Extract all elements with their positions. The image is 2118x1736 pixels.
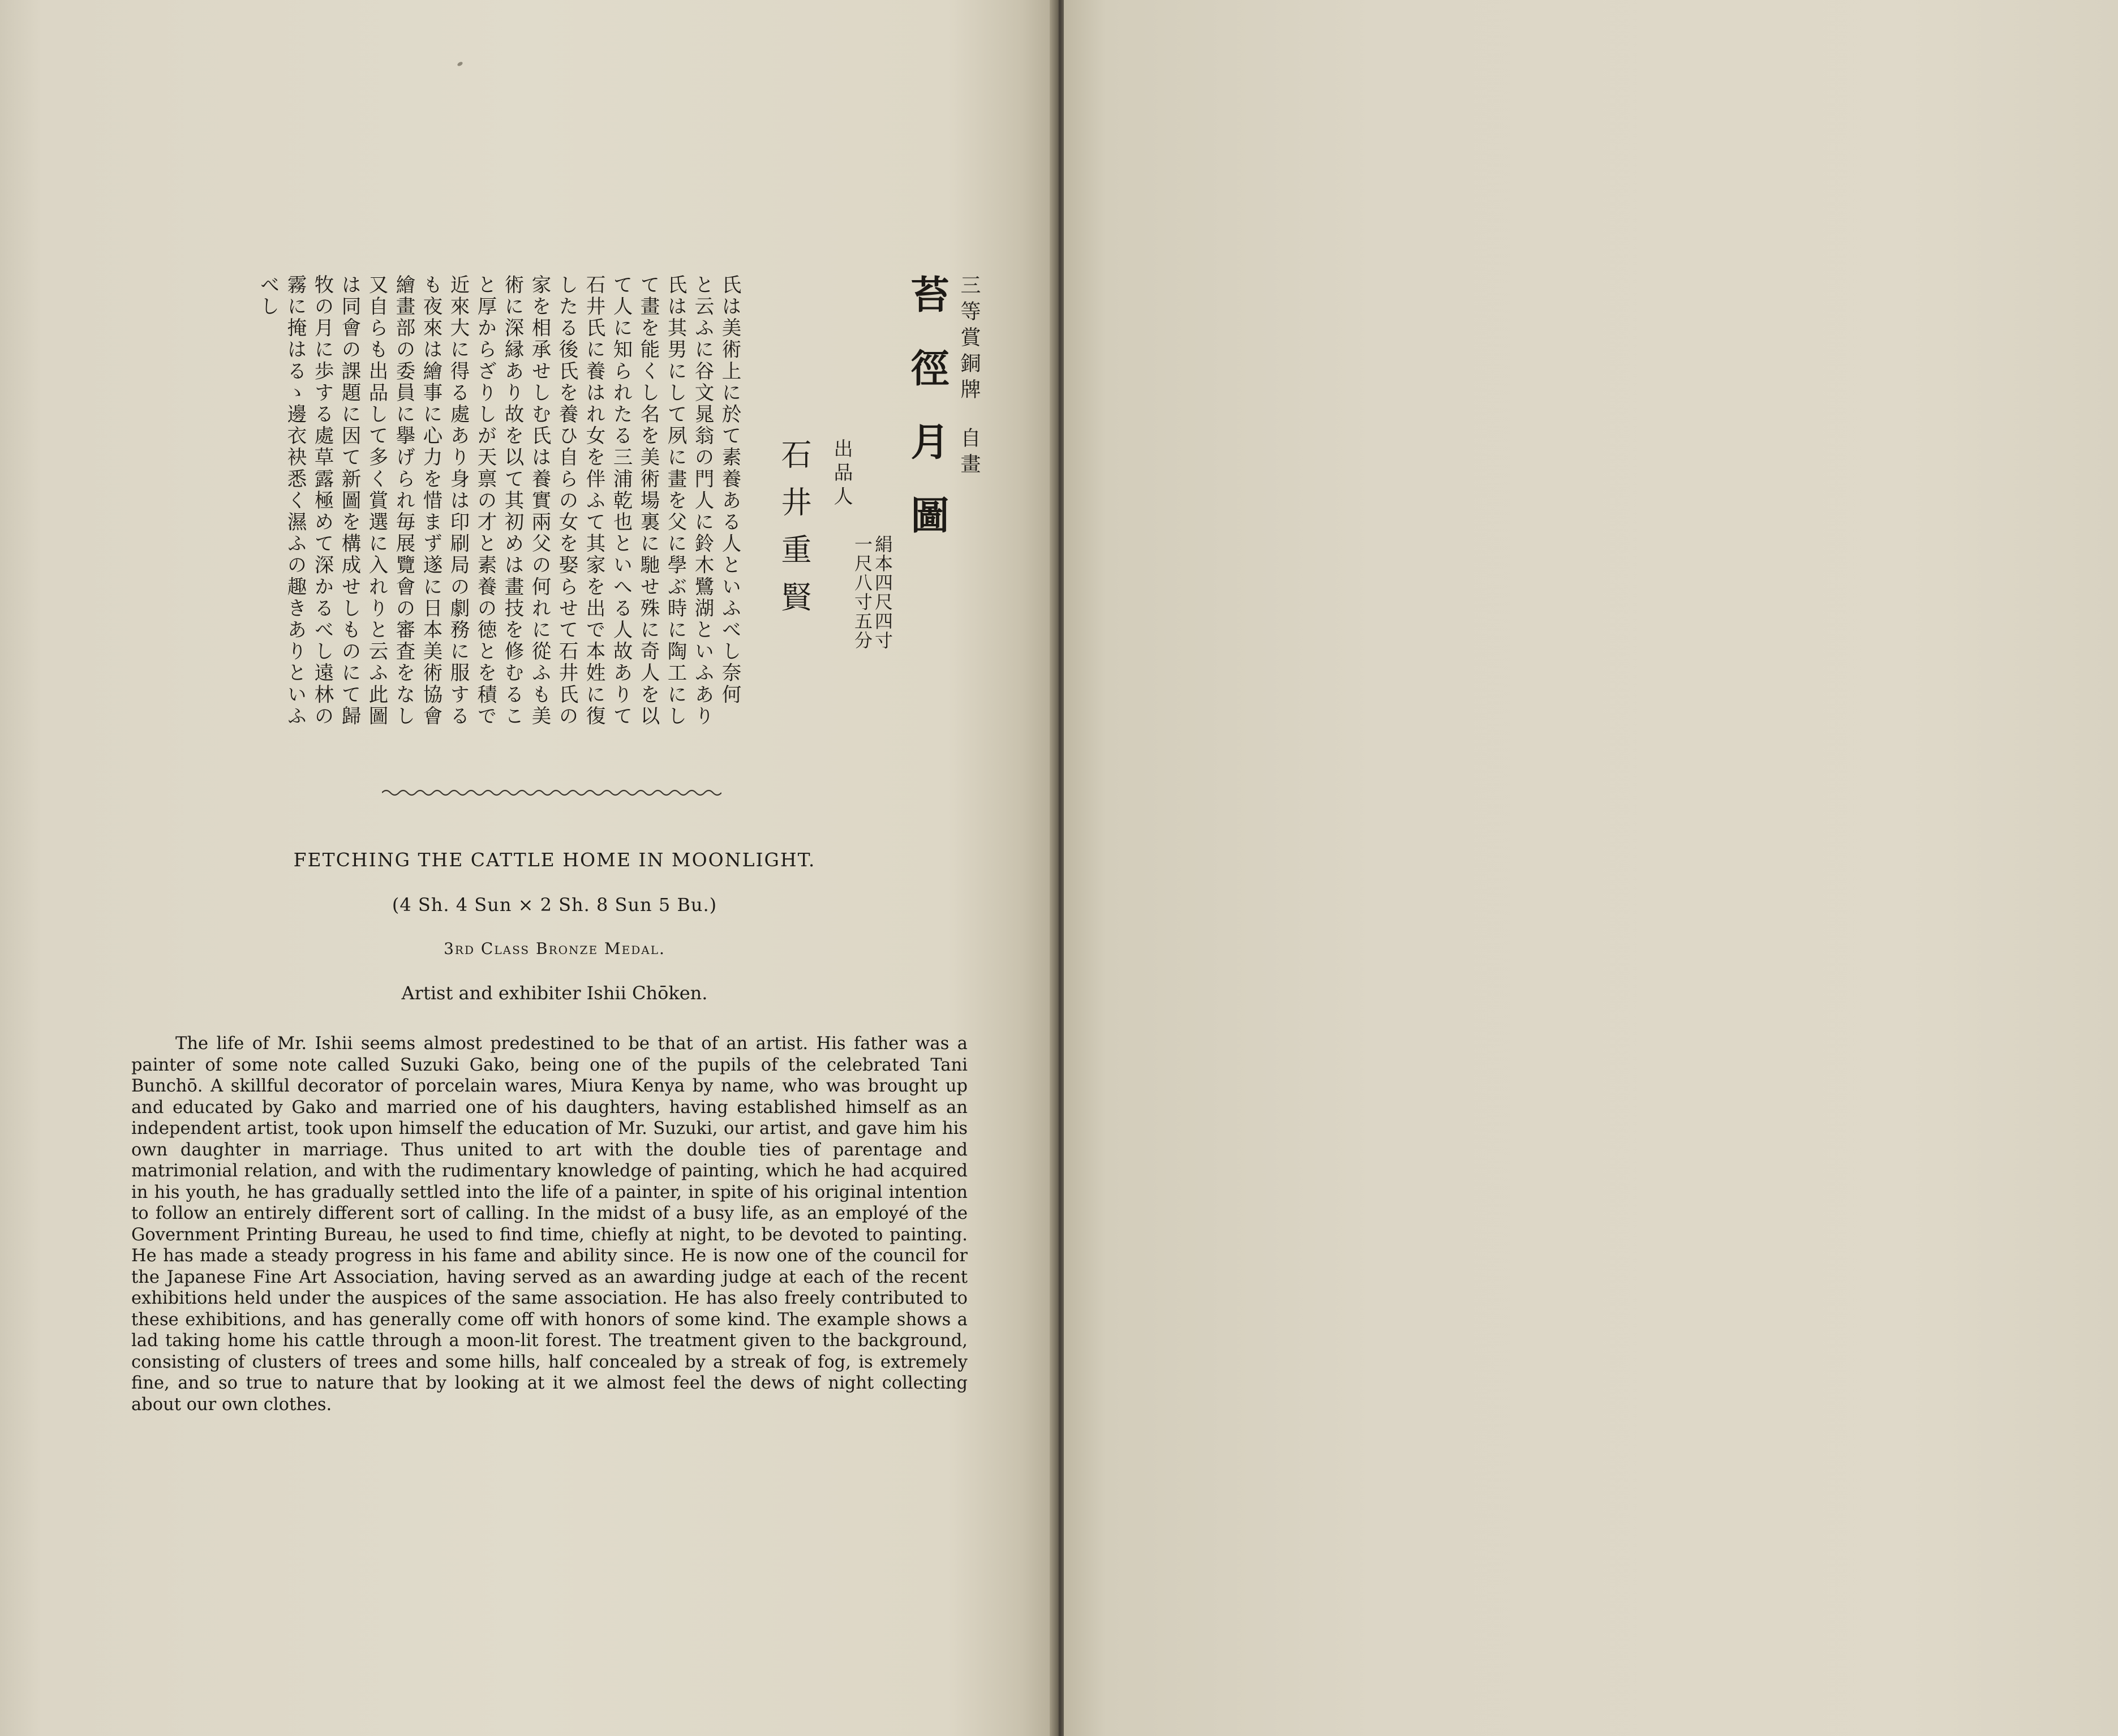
- body-line: したる後氏を養ひ自らの女を娶らせて石井氏の: [555, 274, 578, 728]
- role-label: 自畫: [957, 427, 981, 479]
- body-line: 霧に掩はるゝ邊衣袂悉く濕ふの趣きありといふ: [283, 274, 306, 728]
- body-line: 牧の月に歩する處草露極めて深かるべし遠林の: [311, 274, 333, 728]
- japanese-text-block: [130, 274, 979, 767]
- body-line: べし: [256, 274, 279, 318]
- japanese-title: 苔徑月圖: [904, 274, 950, 569]
- english-title: FETCHING THE CATTLE HOME IN MOONLIGHT.: [293, 849, 816, 871]
- wavy-divider: [382, 787, 721, 799]
- english-size: (4 Sh. 4 Sun × 2 Sh. 8 Sun 5 Bu.): [392, 894, 718, 916]
- english-paragraph: The life of Mr. Ishii seems almost predestined to be that of an artist. His father was a painter of some note called Suzuki Gako, being one of the pupils of the celebrated Tani Bunchō. A skillful decorator of porcelain wares, Miura Kenya by name, who was brought up and educated by Gako and married one of his daughters, having established himself as an independent artist, took upon himself the education of Mr. Suzuki, our artist, and gave him his own daughter in marriage. Thus united to art with the double ties of parentage and matrimonial relation, and with the rudimentary knowledge of painting, which he had acquired in his youth, he has gradually settled into the life of a painter, in spite of his original intention to follow an entirely different sort of calling. In the midst of a busy life, as an employé of the Government Printing Bureau, he used to find time, chiefly at night, to be devoted to painting. He has made a steady progress in his fame and ability since. He is now one of the council for the Japanese Fine Art Association, having served as an awarding judge at each of the recent exhibitions held under the auspices of the same association. He has also freely contributed to these exhibitions, and has generally come off with honors of some kind. The example shows a lad taking home his cattle through a moon-lit forest. The treatment given to the background, consisting of clusters of trees and some hills, half concealed by a streak of fog, is extremely fine, and so true to nature that by looking at it we almost feel the dews of night collecting about our own clothes.: [131, 1034, 968, 1415]
- english-medal: 3rd Class Bronze Medal.: [444, 939, 665, 958]
- left-page: [0, 0, 1054, 1736]
- body-line: 石井氏に養はれ女を伴ふて其家を出で本姓に復: [582, 274, 605, 728]
- body-line: 氏は美術上に於て素養ある人といふべし奈何: [718, 274, 741, 706]
- body-line: 繪畫部の委員に擧げられ毎展覽會の審査をなし: [392, 274, 415, 728]
- size-line-1: 絹本四尺四寸: [872, 535, 893, 650]
- body-line: 氏は其男にして夙に畫を父に學ぶ時に陶工にし: [664, 274, 686, 728]
- medal-column: [959, 274, 979, 767]
- body-line: は同會の課題に因て新圖を構成せしものにて歸: [338, 274, 360, 728]
- body-line: て畫を能くし名を美術場裏に馳せ殊に奇人を以: [637, 274, 659, 728]
- body-line: て人に知られたる三浦乾也といへる人故ありて: [609, 274, 632, 728]
- medal-label: 三等賞銅牌: [957, 274, 981, 405]
- size-line-2: 一尺八寸五分: [852, 535, 873, 650]
- body-line: 近來大に得る處あり身は印刷局の劇務に服する: [446, 274, 469, 728]
- artist-column: [832, 439, 851, 767]
- body-line: 家を相承せしむ氏は養實兩父の何れに從ふも美: [528, 274, 551, 728]
- exhibitor-label: 出品人: [830, 439, 853, 510]
- body-line: 又自らも出品して多く賞選に入れりと云ふ此圖: [365, 274, 388, 728]
- body-line: と厚からざりしが天禀の才と素養の徳とを積で: [474, 274, 496, 728]
- body-line: と云ふに谷文晁翁の門人に鈴木鷺湖といふあり: [691, 274, 714, 728]
- right-page-blank: [1064, 0, 2118, 1736]
- artist-name: 石井重賢: [776, 439, 812, 629]
- ink-smudge: [457, 61, 463, 67]
- body-line: 術に深縁あり故を以て其初めは畫技を修むるこ: [501, 274, 523, 728]
- english-artist: Artist and exhibiter Ishii Chōken.: [401, 982, 708, 1004]
- body-line: も夜來は繪事に心力を惜まず遂に日本美術協會: [419, 274, 442, 728]
